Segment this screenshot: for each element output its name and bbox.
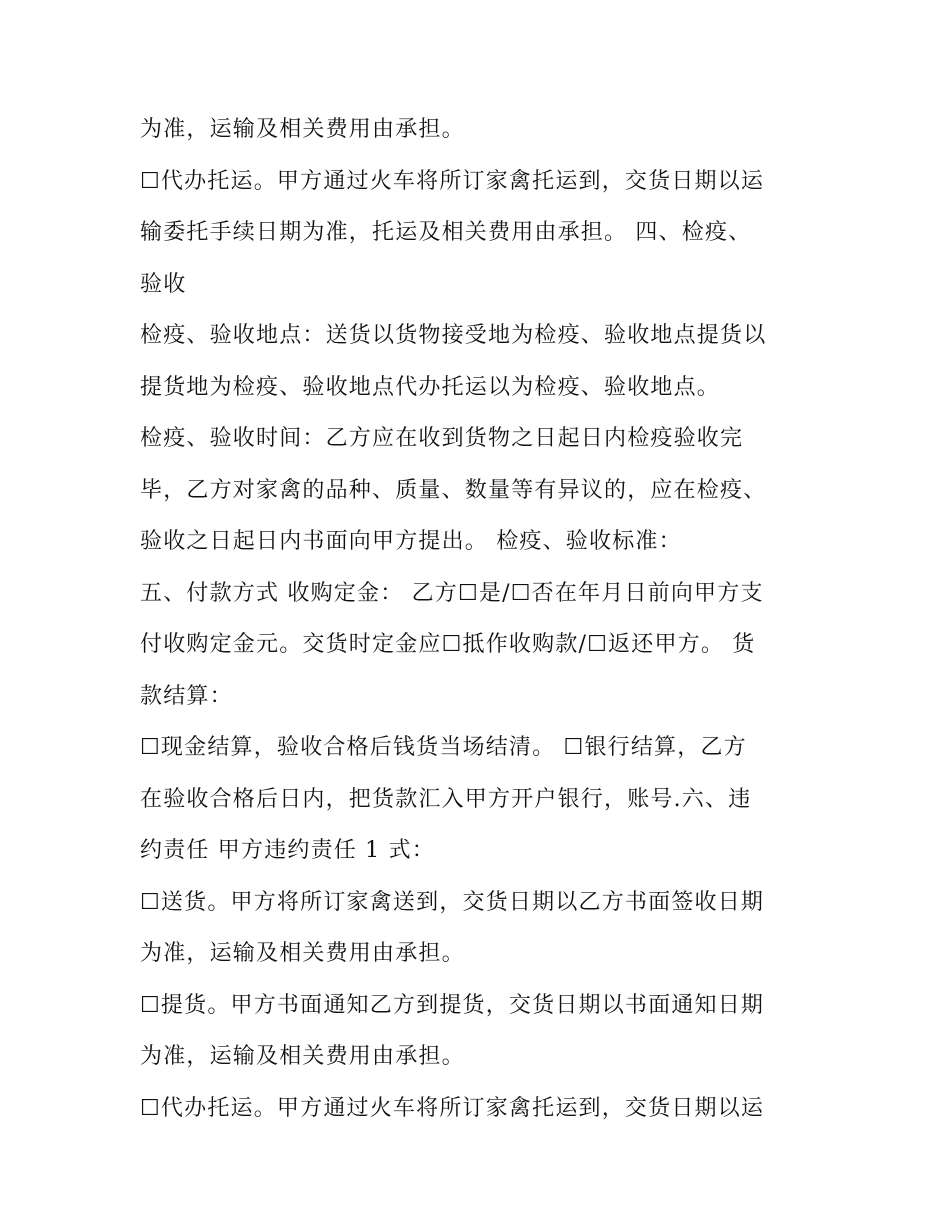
- text-line: ☐现金结算，验收合格后钱货当场结清。 ☐银行结算，乙方: [140, 735, 747, 760]
- text-line: 提货地为检疫、验收地点代办托运以为检疫、验收地点。: [140, 374, 721, 400]
- text-line: 检疫、验收时间：乙方应在收到货物之日起日内检疫验收完: [140, 426, 744, 451]
- text-line: 输委托手续日期为准，托运及相关费用由承担。 四、检疫、: [140, 220, 752, 245]
- text-line: 为准，运输及相关费用由承担。: [140, 1044, 465, 1069]
- text-line: ☐代办托运。甲方通过火车将所订家禽托运到，交货日期以运: [140, 168, 765, 194]
- text-line: 验收: [140, 271, 187, 297]
- text-line: 为准，运输及相关费用由承担。: [140, 117, 465, 142]
- text-line: ☐送货。甲方将所订家禽送到，交货日期以乙方书面签收日期: [140, 889, 765, 915]
- text-line: 在验收合格后日内，把货款汇入甲方开户银行，账号.六、违: [140, 786, 752, 812]
- text-line: 毕，乙方对家禽的品种、质量、数量等有异议的，应在检疫、: [140, 477, 767, 503]
- text-line: 款结算：: [140, 683, 233, 709]
- text-line: ☐代办托运。甲方通过火车将所订家禽托运到，交货日期以运: [140, 1095, 765, 1121]
- text-line: 检疫、验收地点：送货以货物接受地为检疫、验收地点提货以: [140, 323, 767, 348]
- text-line: 五、付款方式 收购定金： 乙方☐是/☐否在年月日前向甲方支: [140, 580, 764, 606]
- text-line: 为准，运输及相关费用由承担。: [140, 941, 465, 966]
- text-line: 付收购定金元。交货时定金应☐抵作收购款/☐返还甲方。 货: [140, 632, 756, 657]
- text-line: 约责任 甲方违约责任 1 式：: [140, 838, 435, 863]
- document-body: [140, 104, 830, 1134]
- text-line: 验收之日起日内书面向甲方提出。 检疫、验收标准：: [140, 529, 682, 554]
- text-line: ☐提货。甲方书面通知乙方到提货，交货日期以书面通知日期: [140, 992, 765, 1018]
